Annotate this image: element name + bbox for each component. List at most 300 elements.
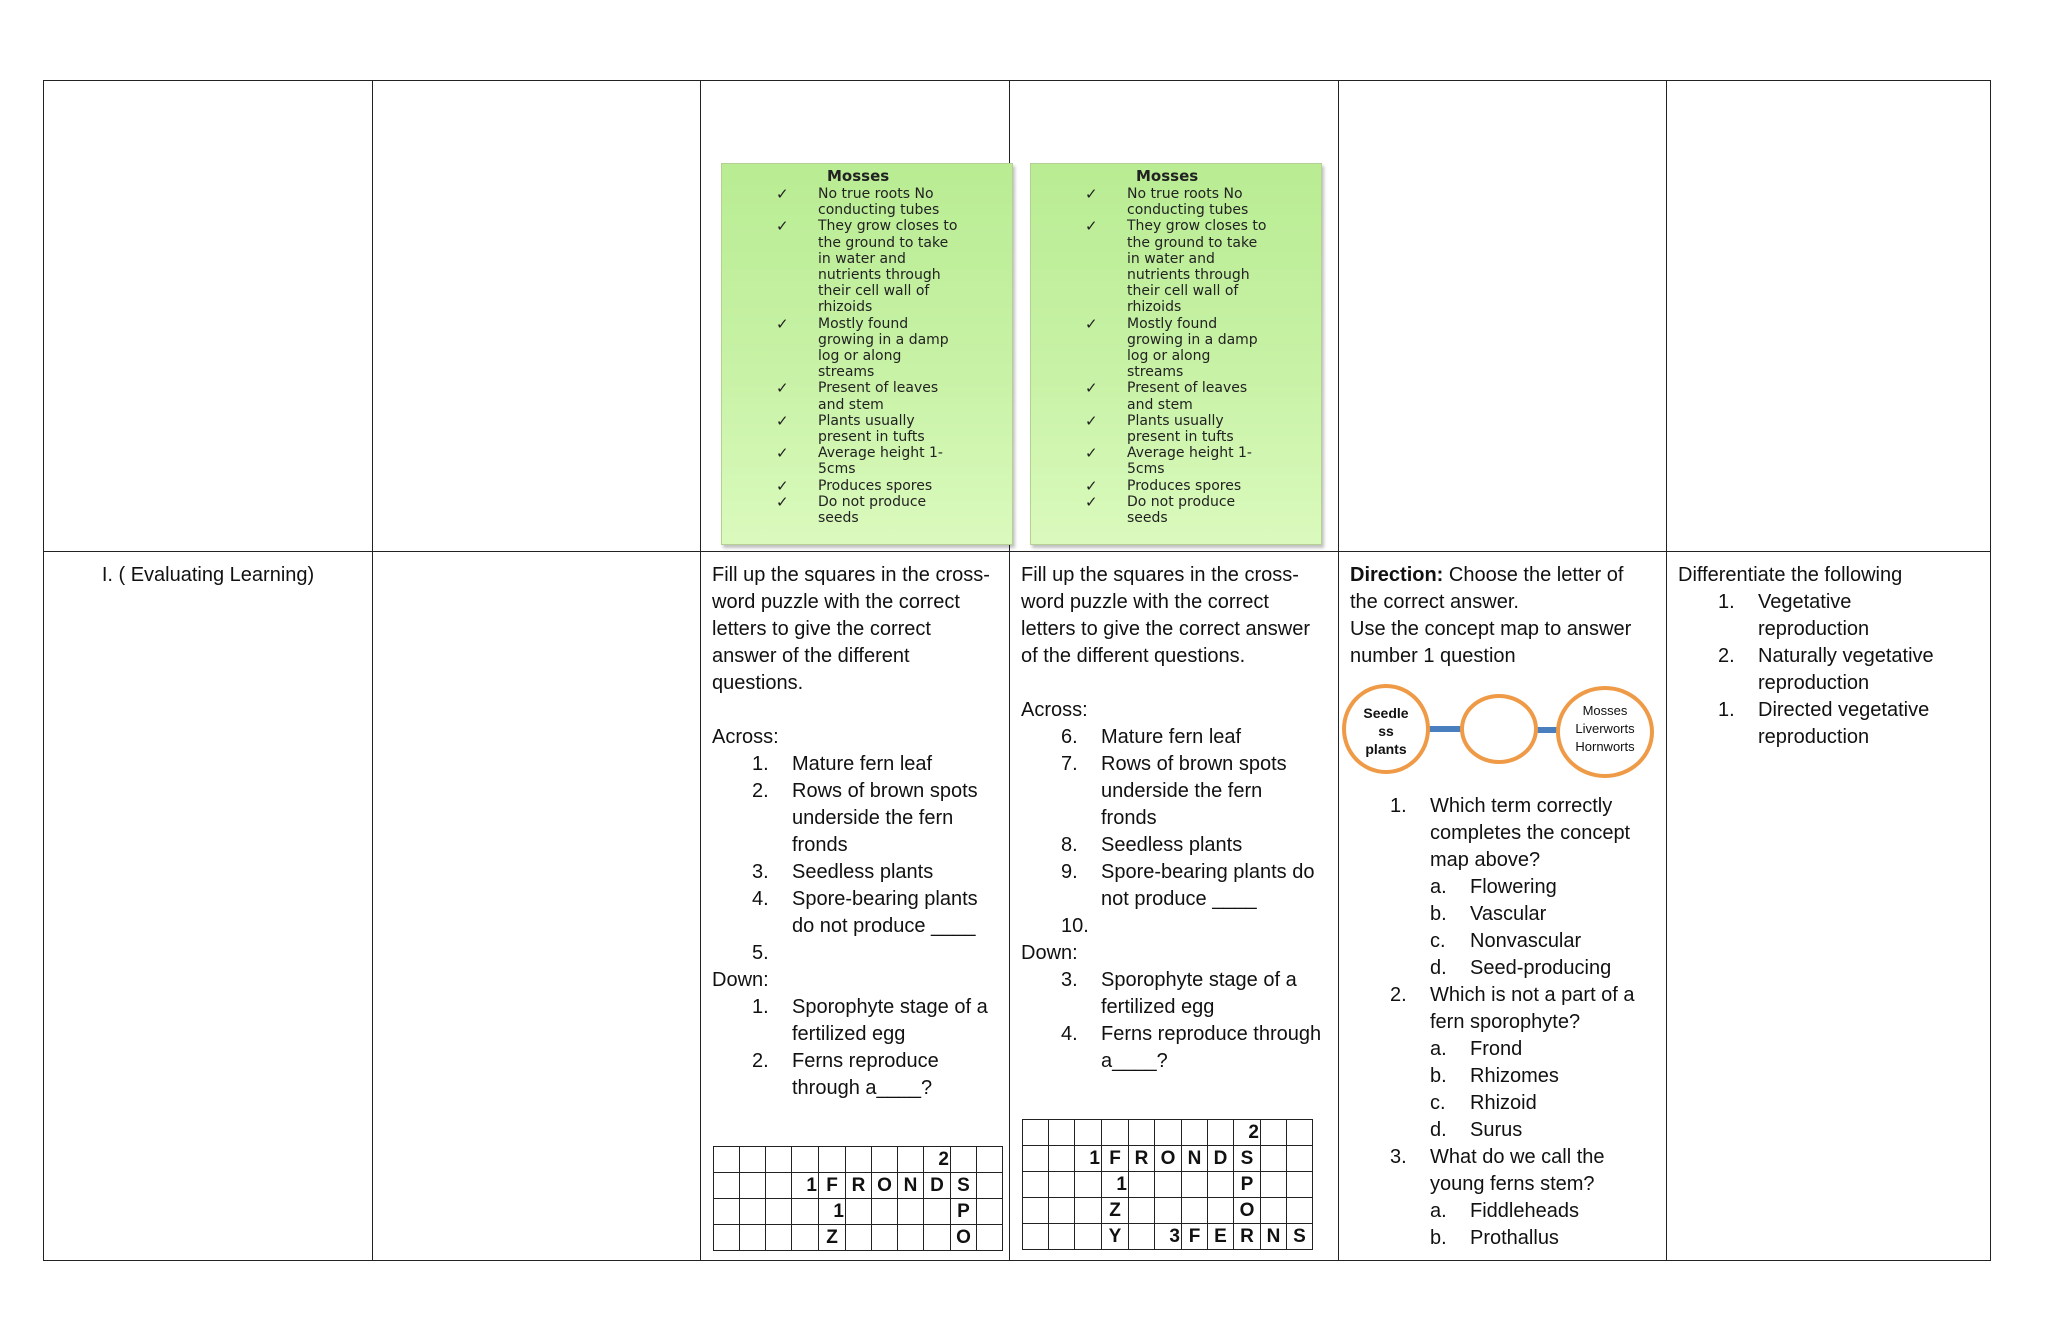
- crossword-cell: [1261, 1198, 1287, 1224]
- check-icon: ✓: [776, 185, 789, 203]
- item-number: 3.: [1390, 1146, 1407, 1168]
- crossword-cell: [977, 1225, 1003, 1251]
- bullet-line: [1085, 235, 1315, 251]
- crossword-cell: [1182, 1198, 1208, 1224]
- crossword-cell: 1: [1075, 1146, 1102, 1172]
- table-cell: [44, 552, 373, 1261]
- item-number: b.: [1430, 1227, 1447, 1249]
- crossword-cell: [1075, 1120, 1102, 1146]
- item-text: Seed-producing: [1470, 957, 1612, 979]
- crossword-cell: [1075, 1198, 1102, 1224]
- crossword-cell: [924, 1199, 951, 1225]
- bullet-text: rhizoids: [818, 299, 873, 316]
- item-number: 1.: [1718, 591, 1735, 613]
- crossword-row: [1023, 1146, 1313, 1172]
- bullet-line: [776, 380, 1006, 396]
- bullet-text: Average height 1-: [1127, 445, 1252, 462]
- crossword-cell: [1129, 1224, 1155, 1250]
- crossword-cell: D: [1208, 1146, 1234, 1172]
- crossword-row: [1023, 1198, 1313, 1224]
- bullet-line: [776, 510, 1006, 526]
- crossword-row: [714, 1173, 1003, 1199]
- crossword-cell: S: [951, 1173, 977, 1199]
- item-text: Which term correctly: [1430, 795, 1613, 817]
- list-item: [1350, 1117, 1655, 1144]
- crossword-cell: [1261, 1120, 1287, 1146]
- crossword-cell: [924, 1225, 951, 1251]
- item-text: reproduction: [1758, 618, 1870, 640]
- crossword-cell: [1182, 1120, 1208, 1146]
- item-number: 1.: [1718, 699, 1735, 721]
- bullet-text: in water and: [818, 250, 906, 267]
- item-number: 4.: [752, 888, 769, 910]
- mosses-image-card: [721, 163, 1013, 545]
- item-number: a.: [1430, 876, 1447, 898]
- bullet-text: conducting tubes: [1127, 202, 1249, 219]
- list-item: [1021, 859, 1327, 913]
- text-line: Fill up the squares in the cross-: [712, 564, 990, 586]
- bullet-text: 5cms: [818, 461, 856, 478]
- list-item: [1021, 751, 1327, 832]
- item-number: 3.: [752, 861, 769, 883]
- crossword-cell: [1287, 1198, 1313, 1224]
- crossword-cell: [898, 1225, 924, 1251]
- crossword-cell: [872, 1199, 898, 1225]
- bullet-text: rhizoids: [1127, 299, 1182, 316]
- bullet-text: growing in a damp: [1127, 331, 1258, 348]
- bullet-text: present in tufts: [818, 429, 925, 446]
- item-number: 1.: [752, 996, 769, 1018]
- check-icon: ✓: [776, 411, 789, 430]
- list-item: [1350, 874, 1655, 901]
- bullet-line: [1085, 186, 1315, 202]
- item-number: d.: [1430, 957, 1447, 979]
- bullet-line: [776, 186, 1006, 202]
- bullet-text: and stem: [818, 396, 884, 413]
- bullet-text: the ground to take: [1127, 234, 1258, 251]
- item-text: through a____?: [792, 1077, 933, 1099]
- list-item: [1678, 589, 1979, 643]
- text-line: the correct answer.: [1350, 591, 1519, 613]
- crossword-cell: [714, 1147, 740, 1173]
- crossword-cell: [766, 1173, 792, 1199]
- list-item: [712, 940, 998, 967]
- lesson-table: [43, 80, 1991, 1261]
- concept-label: Hornworts: [1575, 739, 1635, 754]
- item-text: Rhizomes: [1470, 1065, 1559, 1087]
- concept-node-mosses-group: [1556, 686, 1654, 778]
- card-title: Mosses: [1136, 167, 1199, 185]
- bullet-text: streams: [1127, 364, 1184, 381]
- bullet-line: [1085, 348, 1315, 364]
- check-icon: ✓: [776, 444, 789, 463]
- crossword-cell: [846, 1147, 872, 1173]
- list-item: [712, 778, 998, 859]
- item-number: b.: [1430, 1065, 1447, 1087]
- item-text: Which is not a part of a: [1430, 984, 1635, 1006]
- table-cell: [373, 81, 701, 552]
- item-text: Seedless plants: [792, 861, 934, 883]
- crossword-cell: O: [1155, 1146, 1182, 1172]
- crossword-cell: [1208, 1120, 1234, 1146]
- bullet-line: [1085, 202, 1315, 218]
- direction-label: Direction:: [1350, 564, 1444, 586]
- bullet-line: [1085, 299, 1315, 315]
- crossword-cell: [819, 1147, 846, 1173]
- item-number: 2.: [1718, 645, 1735, 667]
- crossword-cell: R: [1129, 1146, 1155, 1172]
- crossword-cell: N: [898, 1173, 924, 1199]
- crossword-cell: [846, 1225, 872, 1251]
- crossword-row: [1023, 1172, 1313, 1198]
- crossword-cell: [1182, 1172, 1208, 1198]
- bullet-text: Produces spores: [818, 477, 933, 494]
- crossword-cell: [1155, 1120, 1182, 1146]
- crossword-cell: D: [924, 1173, 951, 1199]
- item-number: 6.: [1061, 726, 1078, 748]
- crossword-cell: S: [1287, 1224, 1313, 1250]
- item-number: a.: [1430, 1038, 1447, 1060]
- crossword-row: [714, 1147, 1003, 1173]
- mosses-image-card: [1030, 163, 1322, 545]
- list-item: [1678, 697, 1979, 751]
- crossword-cell: [1129, 1172, 1155, 1198]
- table-row: [44, 81, 1991, 552]
- bullet-text: present in tufts: [1127, 429, 1234, 446]
- bullet-line: [776, 348, 1006, 364]
- crossword-cell: [1023, 1146, 1049, 1172]
- crossword-cell: [1287, 1146, 1313, 1172]
- bullet-line: [1085, 364, 1315, 380]
- item-text: fertilized egg: [1101, 996, 1215, 1018]
- bullet-line: [776, 494, 1006, 510]
- crossword-cell: [977, 1199, 1003, 1225]
- concept-label: Seedle: [1363, 705, 1409, 721]
- list-item: [712, 751, 998, 778]
- crossword-cell: [1023, 1198, 1049, 1224]
- bullet-line: [1085, 283, 1315, 299]
- list-item: [712, 994, 998, 1048]
- bullet-line: [776, 332, 1006, 348]
- bullet-line: [776, 299, 1006, 315]
- list-item: [1021, 967, 1327, 1021]
- item-text: Fiddleheads: [1470, 1200, 1579, 1222]
- check-icon: ✓: [776, 217, 789, 236]
- check-icon: ✓: [1085, 476, 1098, 495]
- bullet-line: [1085, 397, 1315, 413]
- crossword-cell: 2: [1234, 1120, 1261, 1146]
- table-cell: [1667, 81, 1991, 552]
- crossword-cell: O: [872, 1173, 898, 1199]
- bullet-line: [776, 429, 1006, 445]
- text-line: Across:: [1021, 699, 1088, 721]
- crossword-cell: E: [1208, 1224, 1234, 1250]
- bullet-text: seeds: [818, 510, 859, 527]
- crossword-cell: [1023, 1224, 1049, 1250]
- direction-line: [1350, 562, 1655, 589]
- crossword-cell: [846, 1199, 872, 1225]
- text-line: word puzzle with the correct: [712, 591, 960, 613]
- bullet-line: [1085, 445, 1315, 461]
- bullet-text: growing in a damp: [818, 331, 949, 348]
- bullet-line: [776, 364, 1006, 380]
- bullet-text: Plants usually: [1127, 412, 1224, 429]
- crossword-cell: [766, 1225, 792, 1251]
- crossword-grid: [713, 1146, 1003, 1251]
- crossword-cell: R: [846, 1173, 872, 1199]
- bullet-text: Produces spores: [1127, 477, 1242, 494]
- concept-label: ss: [1378, 723, 1394, 739]
- table-cell: [1667, 552, 1991, 1261]
- check-icon: ✓: [1085, 492, 1098, 511]
- item-number: 7.: [1061, 753, 1078, 775]
- list-item: [1350, 928, 1655, 955]
- bullet-text: Mostly found: [818, 315, 909, 332]
- spacer: [712, 697, 998, 724]
- bullet-text: log or along: [1127, 348, 1211, 365]
- item-text: Spore-bearing plants do: [1101, 861, 1315, 883]
- list-item: [1350, 1144, 1655, 1198]
- concept-map: [1342, 684, 1662, 784]
- bullet-line: [1085, 461, 1315, 477]
- item-text: underside the fern: [1101, 780, 1263, 802]
- item-number: b.: [1430, 903, 1447, 925]
- check-icon: ✓: [776, 314, 789, 333]
- item-text: Seedless plants: [1101, 834, 1243, 856]
- table-cell: [1339, 552, 1667, 1261]
- crossword-cell: N: [1182, 1146, 1208, 1172]
- crossword-cell: [740, 1173, 766, 1199]
- item-text: Naturally vegetative: [1758, 645, 1934, 667]
- bullet-line: [776, 283, 1006, 299]
- item-text: not produce ____: [1101, 888, 1257, 910]
- crossword-cell: F: [819, 1173, 846, 1199]
- bullet-text: No true roots No: [1127, 186, 1243, 202]
- list-item: [1021, 1021, 1327, 1075]
- bullet-text: nutrients through: [818, 267, 941, 284]
- crossword-cell: [1261, 1146, 1287, 1172]
- item-text: reproduction: [1758, 726, 1870, 748]
- bullet-text: Average height 1-: [818, 445, 943, 462]
- crossword-cell: 3: [1155, 1224, 1182, 1250]
- text-line: Differentiate the following: [1678, 564, 1903, 586]
- crossword-cell: [1049, 1172, 1075, 1198]
- bullet-line: [1085, 429, 1315, 445]
- item-text: Mature fern leaf: [792, 753, 933, 775]
- item-text: Ferns reproduce through: [1101, 1023, 1322, 1045]
- crossword-cell: P: [951, 1199, 977, 1225]
- table-cell: [373, 552, 701, 1261]
- crossword-cell: [740, 1147, 766, 1173]
- list-item: [1350, 1225, 1655, 1252]
- bullet-text: 5cms: [1127, 461, 1165, 478]
- item-number: 10.: [1061, 915, 1089, 937]
- crossword-row: [1023, 1120, 1313, 1146]
- crossword-cell: [1287, 1172, 1313, 1198]
- list-item: [1350, 793, 1655, 874]
- crossword-grid: [1022, 1119, 1313, 1250]
- item-number: 3.: [1061, 969, 1078, 991]
- bullet-line: [776, 316, 1006, 332]
- item-text: Vegetative: [1758, 591, 1852, 613]
- bullet-text: Do not produce: [1127, 493, 1236, 510]
- crossword-cell: [714, 1199, 740, 1225]
- concept-node-seedless-plants: [1342, 684, 1430, 774]
- concept-label: Mosses: [1582, 703, 1628, 718]
- bullet-line: [1085, 478, 1315, 494]
- crossword-cell: [1208, 1198, 1234, 1224]
- bullet-line: [776, 235, 1006, 251]
- crossword-cell: [714, 1225, 740, 1251]
- crossword-cell: F: [1102, 1146, 1129, 1172]
- crossword-cell: [1075, 1224, 1102, 1250]
- list-item: [1350, 901, 1655, 928]
- text-line: Fill up the squares in the cross-: [1021, 564, 1299, 586]
- table-cell: [44, 81, 373, 552]
- list-item: [712, 1048, 998, 1102]
- list-item: [1350, 955, 1655, 982]
- list-item: [1021, 724, 1327, 751]
- bullet-line: [1085, 267, 1315, 283]
- item-number: 9.: [1061, 861, 1078, 883]
- item-text: fronds: [1101, 807, 1157, 829]
- check-icon: ✓: [1085, 379, 1098, 398]
- crossword-cell: [714, 1173, 740, 1199]
- crossword-cell: P: [1234, 1172, 1261, 1198]
- crossword-cell: S: [1234, 1146, 1261, 1172]
- crossword-cell: [1155, 1172, 1182, 1198]
- direction-text: Choose the letter of: [1443, 564, 1624, 586]
- list-item: [1350, 1090, 1655, 1117]
- text-line: Use the concept map to answer: [1350, 618, 1632, 640]
- crossword-cell: [1049, 1224, 1075, 1250]
- check-icon: ✓: [1085, 444, 1098, 463]
- concept-node-blank: [1460, 694, 1538, 764]
- crossword-cell: [898, 1199, 924, 1225]
- crossword-row: [714, 1199, 1003, 1225]
- bullet-line: [776, 413, 1006, 429]
- list-item: [1021, 913, 1327, 940]
- bullet-text: Do not produce: [818, 493, 927, 510]
- crossword-cell: [1049, 1146, 1075, 1172]
- item-text: Sporophyte stage of a: [792, 996, 988, 1018]
- crossword-cell: [792, 1225, 819, 1251]
- bullet-text: their cell wall of: [818, 283, 930, 300]
- crossword-cell: 1: [1102, 1172, 1129, 1198]
- crossword-instructions-1: [701, 552, 1009, 1102]
- item-text: [792, 940, 998, 967]
- crossword-cell: [977, 1147, 1003, 1173]
- item-text: Spore-bearing plants: [792, 888, 978, 910]
- bullet-line: [1085, 332, 1315, 348]
- crossword-cell: Z: [1102, 1198, 1129, 1224]
- bullet-line: [776, 397, 1006, 413]
- crossword-instructions-2: [1010, 552, 1338, 1075]
- crossword-row: [714, 1225, 1003, 1251]
- crossword-cell: [740, 1225, 766, 1251]
- crossword-cell: N: [1261, 1224, 1287, 1250]
- table-cell: [1339, 81, 1667, 552]
- crossword-cell: O: [951, 1225, 977, 1251]
- spacer: [1021, 670, 1327, 697]
- item-number: c.: [1430, 1092, 1446, 1114]
- crossword-cell: [792, 1199, 819, 1225]
- item-text: Frond: [1470, 1038, 1523, 1060]
- bullet-text: the ground to take: [818, 234, 949, 251]
- item-text: fertilized egg: [792, 1023, 906, 1045]
- crossword-cell: Z: [819, 1225, 846, 1251]
- item-text: Surus: [1470, 1119, 1523, 1141]
- item-number: 2.: [1390, 984, 1407, 1006]
- item-number: 4.: [1061, 1023, 1078, 1045]
- crossword-cell: [1075, 1172, 1102, 1198]
- list-item: [1350, 1036, 1655, 1063]
- bullet-text: and stem: [1127, 396, 1193, 413]
- crossword-cell: [872, 1225, 898, 1251]
- crossword-cell: 1: [792, 1173, 819, 1199]
- item-text: Directed vegetative: [1758, 699, 1930, 721]
- text-line: answer of the different: [712, 645, 910, 667]
- bullet-text: No true roots No: [818, 186, 934, 202]
- text-line: Down:: [712, 969, 769, 991]
- bullet-text: Plants usually: [818, 412, 915, 429]
- check-icon: ✓: [776, 492, 789, 511]
- text-line: Across:: [712, 726, 779, 748]
- crossword-cell: [1155, 1198, 1182, 1224]
- table-row: [44, 552, 1991, 1261]
- item-number: c.: [1430, 930, 1446, 952]
- crossword-cell: [1129, 1198, 1155, 1224]
- crossword-cell: 1: [819, 1199, 846, 1225]
- crossword-cell: [951, 1147, 977, 1173]
- list-item: [1021, 832, 1327, 859]
- bullet-text: They grow closes to: [1127, 218, 1267, 235]
- bullet-text: They grow closes to: [818, 218, 958, 235]
- item-text: underside the fern: [792, 807, 954, 829]
- bullet-text: conducting tubes: [818, 202, 940, 219]
- concept-label: plants: [1365, 741, 1407, 757]
- bullet-text: Present of leaves: [818, 380, 939, 397]
- bullet-line: [776, 461, 1006, 477]
- bullet-line: [1085, 413, 1315, 429]
- bullet-line: [776, 267, 1006, 283]
- list-item: [712, 886, 998, 940]
- bullet-line: [1085, 510, 1315, 526]
- list-item: [1678, 643, 1979, 697]
- item-number: d.: [1430, 1119, 1447, 1141]
- text-line: number 1 question: [1350, 645, 1516, 667]
- text-line: of the different questions.: [1021, 645, 1246, 667]
- crossword-cell: [792, 1147, 819, 1173]
- item-text: completes the concept: [1430, 822, 1631, 844]
- evaluating-learning-label: I. ( Evaluating Learning): [101, 564, 315, 586]
- crossword-cell: [1102, 1120, 1129, 1146]
- item-number: 2.: [752, 780, 769, 802]
- item-text: Ferns reproduce: [792, 1050, 939, 1072]
- item-number: 1.: [1390, 795, 1407, 817]
- bullet-line: [1085, 218, 1315, 234]
- check-icon: ✓: [1085, 411, 1098, 430]
- crossword-cell: [1208, 1172, 1234, 1198]
- crossword-cell: [1023, 1120, 1049, 1146]
- bullet-text: streams: [818, 364, 875, 381]
- bullet-line: [1085, 494, 1315, 510]
- bullet-text: seeds: [1127, 510, 1168, 527]
- crossword-cell: 2: [924, 1147, 951, 1173]
- check-icon: ✓: [1085, 185, 1098, 203]
- item-text: map above?: [1430, 849, 1541, 871]
- check-icon: ✓: [1085, 314, 1098, 333]
